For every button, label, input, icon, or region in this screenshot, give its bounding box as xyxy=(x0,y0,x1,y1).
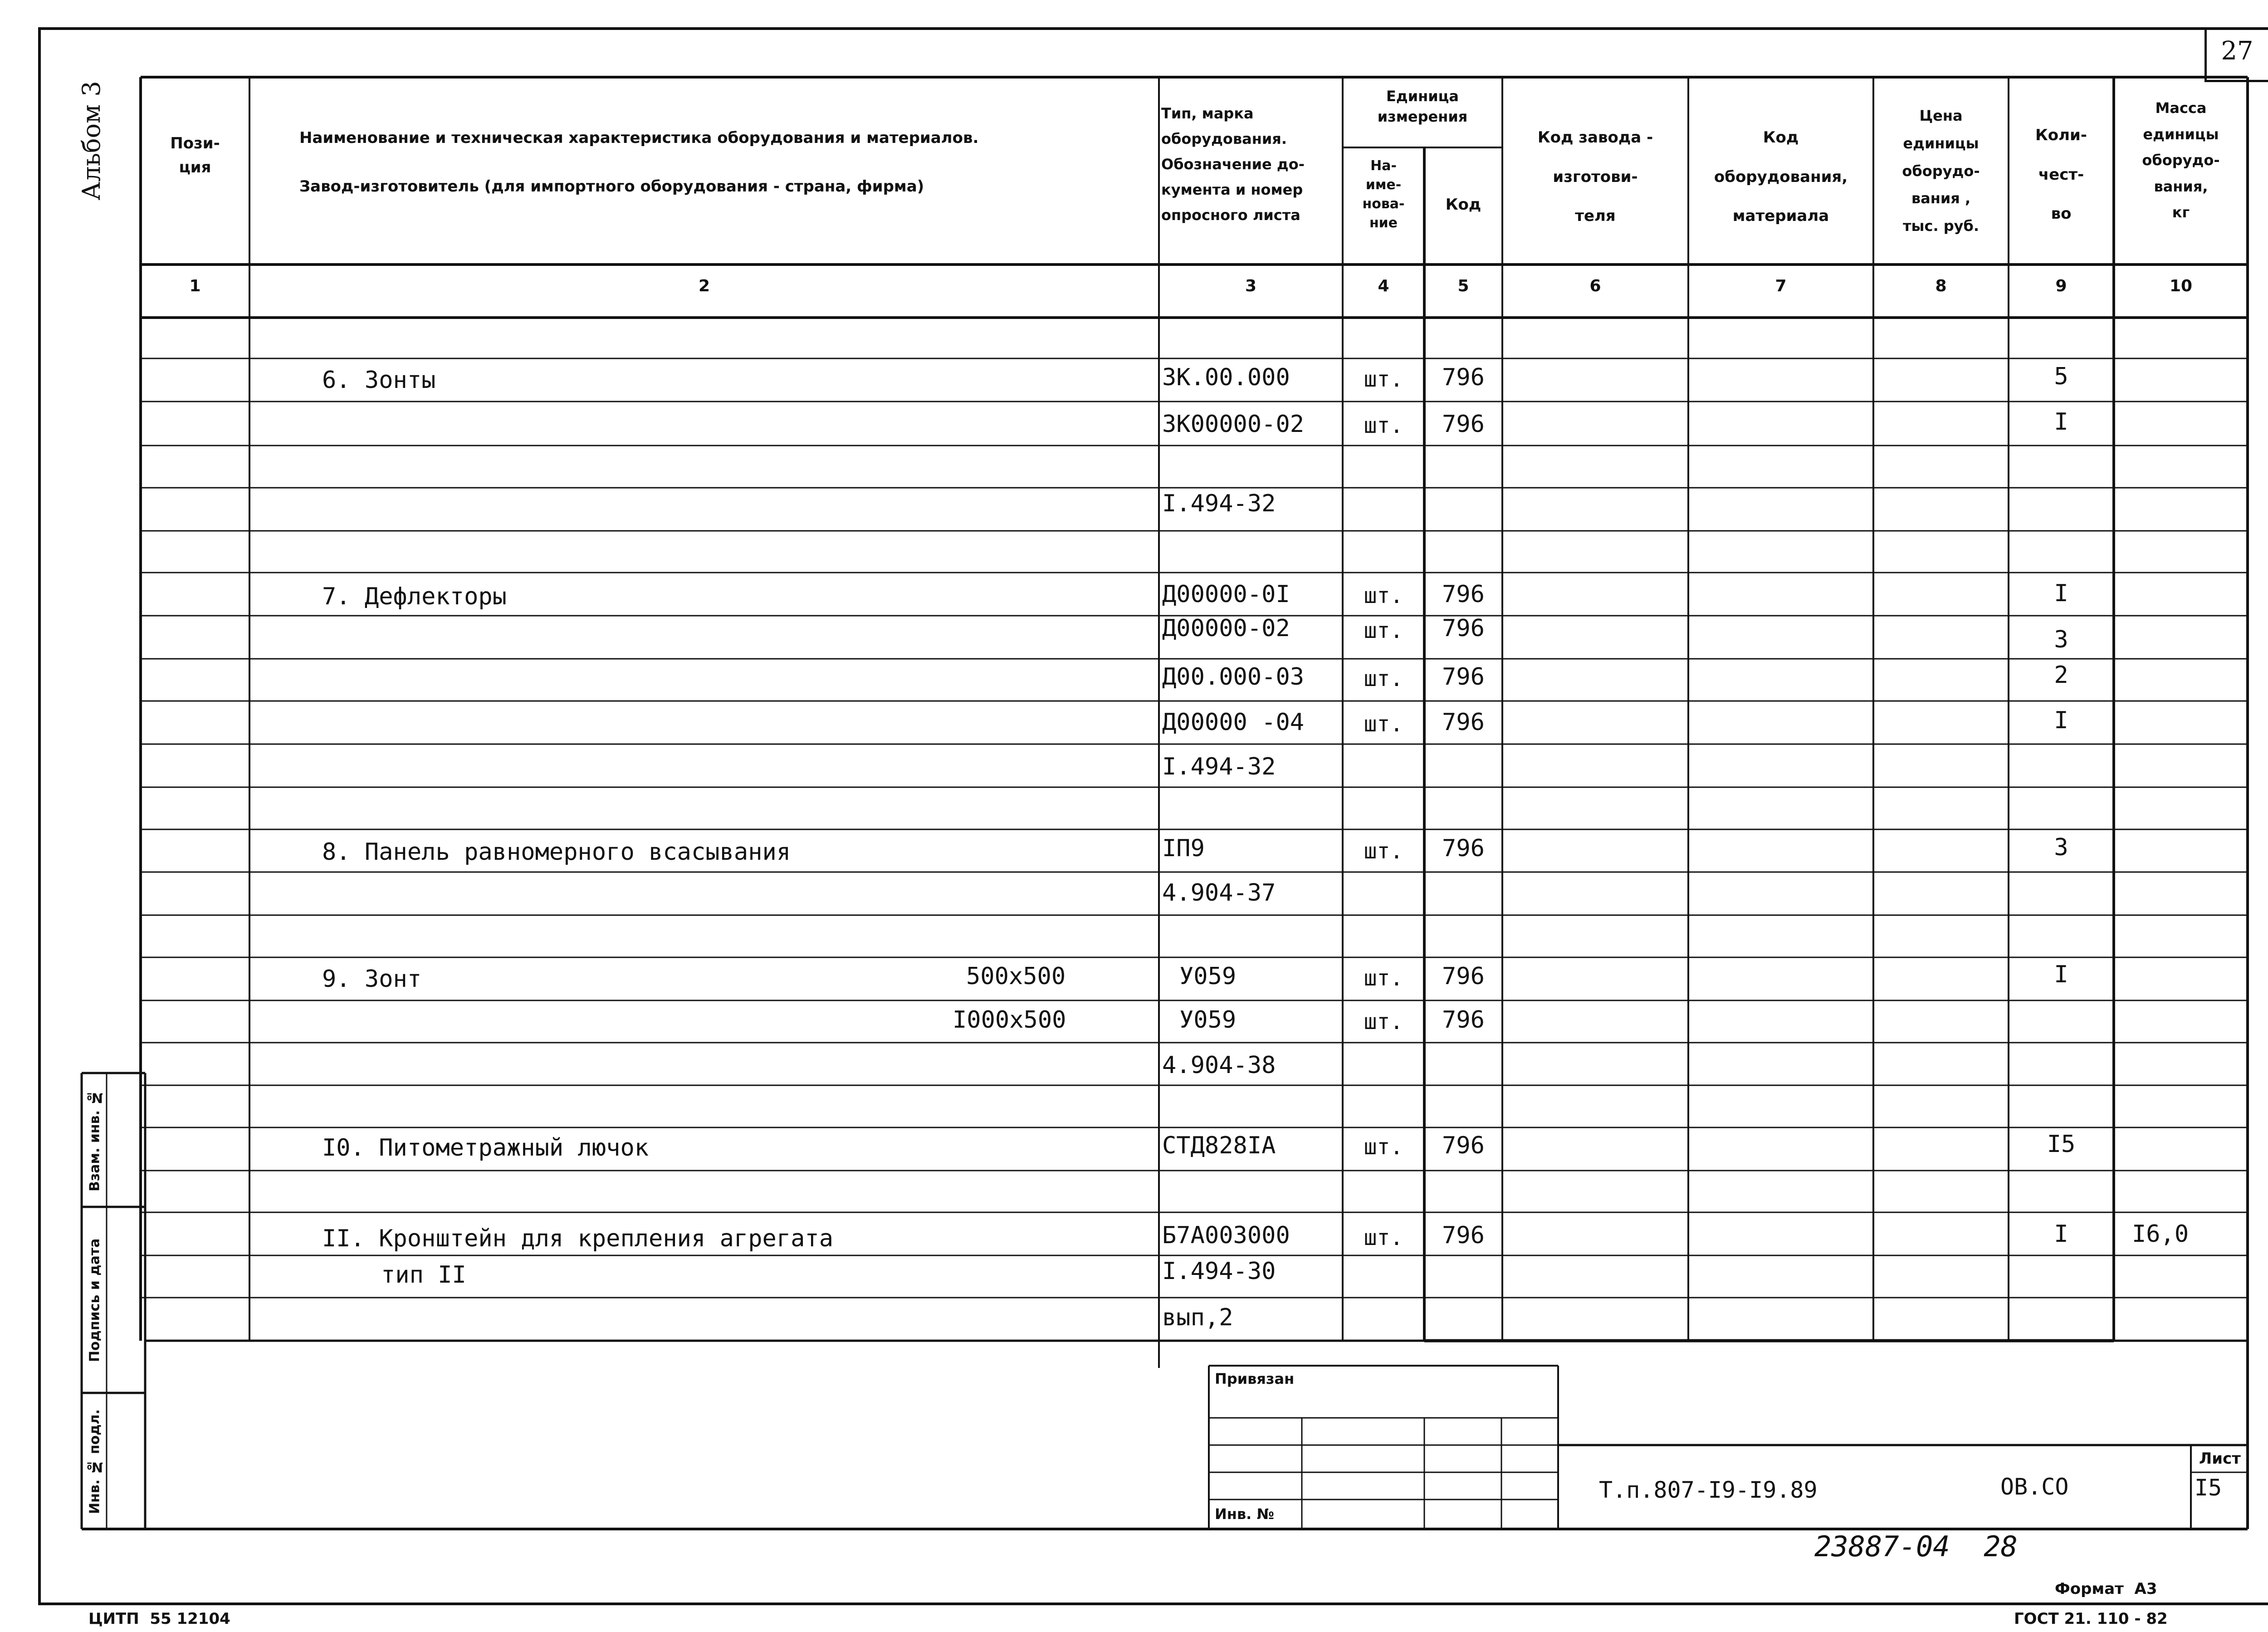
item-qty: 3 xyxy=(2054,626,2068,653)
col-number-1: 1 xyxy=(189,277,201,295)
item-unit: шт. xyxy=(1364,711,1403,737)
item-unit-code: 796 xyxy=(1442,835,1485,862)
item-name: 9. Зонт xyxy=(322,965,422,993)
item-unit: шт. xyxy=(1364,1009,1403,1034)
item-doc: ЗК00000-02 xyxy=(1162,411,1305,438)
album-label: Альбом 3 xyxy=(77,81,106,201)
item-doc: I.494-32 xyxy=(1162,753,1276,780)
sheet-label: Лист xyxy=(2199,1450,2241,1468)
privyazan-label: Привязан xyxy=(1215,1370,1295,1387)
item-unit: шт. xyxy=(1364,838,1403,864)
header-unit-name: На- име- нова- ние xyxy=(1362,158,1405,231)
page-number: 27 xyxy=(2221,36,2253,66)
item-unit-code: 796 xyxy=(1442,1006,1485,1034)
item-qty: 5 xyxy=(2054,363,2068,390)
header-factory-code: Код завода - изготови- теля xyxy=(1537,128,1653,225)
item-doc: IП9 xyxy=(1162,835,1205,862)
item-doc: ЗК.00.000 xyxy=(1162,364,1290,391)
item-qty: 2 xyxy=(2054,662,2068,689)
col-number-8: 8 xyxy=(1935,277,1947,295)
header-price: Цена единицы оборудо- вания , тыс. руб. xyxy=(1902,107,1980,235)
item-unit: шт. xyxy=(1364,1134,1403,1160)
item-doc: вып,2 xyxy=(1162,1304,1233,1331)
item-qty: I5 xyxy=(2047,1131,2076,1158)
item-doc: Д00000-0I xyxy=(1162,581,1290,608)
header-unit: Единица измерения xyxy=(1377,88,1468,125)
item-unit: шт. xyxy=(1364,1225,1403,1250)
item-qty: I xyxy=(2054,1220,2068,1248)
header-unit-code: Код xyxy=(1445,196,1481,214)
item-name: тип II xyxy=(381,1261,466,1289)
col-number-10: 10 xyxy=(2169,277,2193,295)
header-name-line1: Наименование и техническая характеристика оборудования и материалов. xyxy=(299,129,979,147)
item-doc: 4.904-37 xyxy=(1162,879,1276,907)
col-number-2: 2 xyxy=(698,277,710,295)
col-number-9: 9 xyxy=(2055,277,2067,295)
col-number-7: 7 xyxy=(1775,277,1787,295)
item-unit: шт. xyxy=(1364,666,1403,691)
format-label: Формат А3 xyxy=(2055,1580,2157,1598)
section-code: ОВ.СО xyxy=(2000,1474,2069,1500)
item-name: 8. Панель равномерного всасывания xyxy=(322,838,791,866)
item-unit: шт. xyxy=(1364,367,1403,392)
item-mass: I6,0 xyxy=(2132,1220,2189,1248)
header-position: Пози- ция xyxy=(170,134,220,176)
item-size: 500х500 xyxy=(966,963,1066,990)
item-qty: I xyxy=(2054,580,2068,607)
header-name-line2: Завод-изготовитель (для импортного оборудования - страна, фирма) xyxy=(299,177,924,196)
item-name: 6. Зонты xyxy=(322,367,436,394)
item-unit-code: 796 xyxy=(1442,709,1485,736)
col-number-6: 6 xyxy=(1589,277,1601,295)
item-size: I000х500 xyxy=(953,1006,1066,1034)
header-mass: Масса единицы оборудо- вания, кг xyxy=(2142,99,2220,221)
side-label-podpis: Подпись и дата xyxy=(87,1238,103,1362)
archive-number: 23887-04 28 xyxy=(1814,1530,2018,1563)
col-number-3: 3 xyxy=(1245,277,1257,295)
item-unit-code: 796 xyxy=(1442,1222,1485,1249)
col-number-4: 4 xyxy=(1378,277,1389,295)
header-equipment-code: Код оборудования, материала xyxy=(1714,128,1848,225)
item-unit: шт. xyxy=(1364,583,1403,608)
item-unit-code: 796 xyxy=(1442,364,1485,391)
item-qty: I xyxy=(2054,408,2068,436)
inv-no-label: Инв. № xyxy=(1215,1505,1274,1523)
item-unit: шт. xyxy=(1364,618,1403,643)
item-unit: шт. xyxy=(1364,965,1403,991)
side-label-inv-podl: Инв. № подл. xyxy=(87,1409,103,1514)
item-doc: У059 xyxy=(1179,1006,1237,1034)
item-doc: I.494-32 xyxy=(1162,490,1276,517)
item-name: II. Кронштейн для крепления агрегата xyxy=(322,1225,834,1252)
item-unit-code: 796 xyxy=(1442,963,1485,990)
item-unit: шт. xyxy=(1364,413,1403,438)
header-type-doc: Тип, марка оборудования. Обозначение до- кумента и номер опросного листа xyxy=(1161,105,1305,224)
item-name: 7. Дефлекторы xyxy=(322,583,507,610)
item-doc: Д00000 -04 xyxy=(1162,709,1305,736)
footer-left-code: ЦИТП 55 12104 xyxy=(88,1610,230,1628)
item-qty: I xyxy=(2054,961,2068,988)
header-quantity: Коли- чест- во xyxy=(2035,126,2087,223)
footer-gost: ГОСТ 21. 110 - 82 xyxy=(2014,1610,2168,1628)
item-doc: I.494-30 xyxy=(1162,1258,1276,1285)
item-doc: 4.904-38 xyxy=(1162,1052,1276,1079)
item-unit-code: 796 xyxy=(1442,663,1485,691)
item-doc: Д00000-02 xyxy=(1162,615,1290,642)
item-qty: I xyxy=(2054,707,2068,734)
sheet-number: I5 xyxy=(2195,1475,2222,1501)
item-qty: 3 xyxy=(2054,834,2068,861)
col-number-5: 5 xyxy=(1457,277,1469,295)
item-name: I0. Питометражный лючок xyxy=(322,1134,649,1162)
document-code: Т.п.807-I9-I9.89 xyxy=(1599,1477,1818,1503)
item-doc: Д00.000-03 xyxy=(1162,663,1305,691)
side-label-vzam: Взам. инв. № xyxy=(87,1089,103,1192)
item-unit-code: 796 xyxy=(1442,581,1485,608)
item-unit-code: 796 xyxy=(1442,615,1485,642)
item-unit-code: 796 xyxy=(1442,1132,1485,1159)
item-doc: Б7А003000 xyxy=(1162,1222,1290,1249)
item-doc: СТД828IA xyxy=(1162,1132,1276,1159)
item-doc: У059 xyxy=(1179,963,1237,990)
item-unit-code: 796 xyxy=(1442,411,1485,438)
